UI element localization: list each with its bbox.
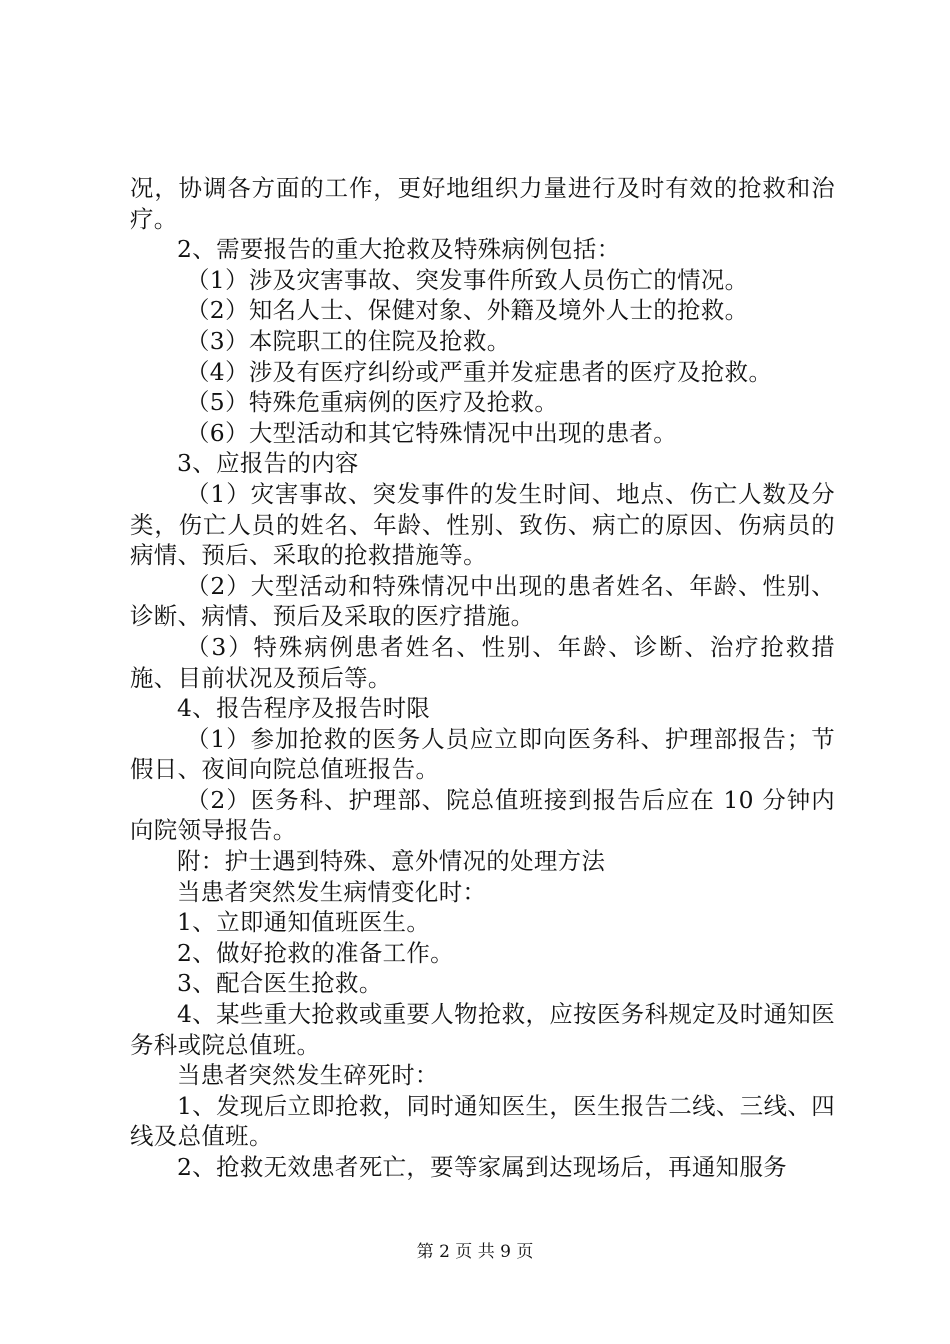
paragraph: （3）特殊病例患者姓名、性别、年龄、诊断、治疗抢救措施、目前状况及预后等。 [130, 632, 835, 692]
paragraph: （2）医务科、护理部、院总值班接到报告后应在 10 分钟内向院领导报告。 [130, 785, 835, 845]
paragraph: 当患者突然发生病情变化时： [177, 877, 487, 906]
paragraph: （6）大型活动和其它特殊情况中出现的患者。 [186, 418, 678, 447]
document-body [130, 173, 835, 1183]
paragraph: 附：护士遇到特殊、意外情况的处理方法 [177, 847, 606, 876]
paragraph: 4、某些重大抢救或重要人物抢救，应按医务科规定及时通知医务科或院总值班。 [130, 1000, 835, 1059]
paragraph: 1、发现后立即抢救，同时通知医生，医生报告二线、三线、四线及总值班。 [130, 1091, 835, 1151]
paragraph: 2、需要报告的重大抢救及特殊病例包括： [177, 235, 621, 264]
paragraph: （1）涉及灾害事故、突发事件所致人员伤亡的情况。 [186, 265, 749, 294]
paragraph: 况，协调各方面的工作，更好地组织力量进行及时有效的抢救和治疗。 [130, 174, 835, 233]
paragraph: 3、应报告的内容 [177, 449, 359, 478]
paragraph: 当患者突然发生碎死时： [177, 1061, 439, 1090]
paragraph: 4、报告程序及报告时限 [177, 694, 431, 723]
paragraph: （1）参加抢救的医务人员应立即向医务科、护理部报告；节假日、夜间向院总值班报告。 [130, 724, 835, 784]
paragraph: （1）灾害事故、突发事件的发生时间、地点、伤亡人数及分类，伤亡人员的姓名、年龄、性别、致伤、病亡的原因、伤病员的病情、预后、采取的抢救措施等。 [130, 479, 835, 570]
paragraph: （5）特殊危重病例的医疗及抢救。 [186, 388, 559, 417]
paragraph: （2）知名人士、保健对象、外籍及境外人士的抢救。 [186, 296, 749, 325]
paragraph: 1、立即通知值班医生。 [177, 908, 431, 937]
paragraph: 3、配合医生抢救。 [177, 969, 383, 998]
paragraph: 2、抢救无效患者死亡，要等家属到达现场后，再通知服务 [177, 1153, 788, 1181]
paragraph: （3）本院职工的住院及抢救。 [186, 326, 511, 355]
paragraph: （4）涉及有医疗纠纷或严重并发症患者的医疗及抢救。 [186, 357, 773, 386]
page-footer: 第 2 页 共 9 页 [416, 1242, 534, 1262]
paragraph: 2、做好抢救的准备工作。 [177, 938, 454, 967]
paragraph: （2）大型活动和特殊情况中出现的患者姓名、年龄、性别、诊断、病情、预后及采取的医疗措施。 [130, 571, 835, 631]
